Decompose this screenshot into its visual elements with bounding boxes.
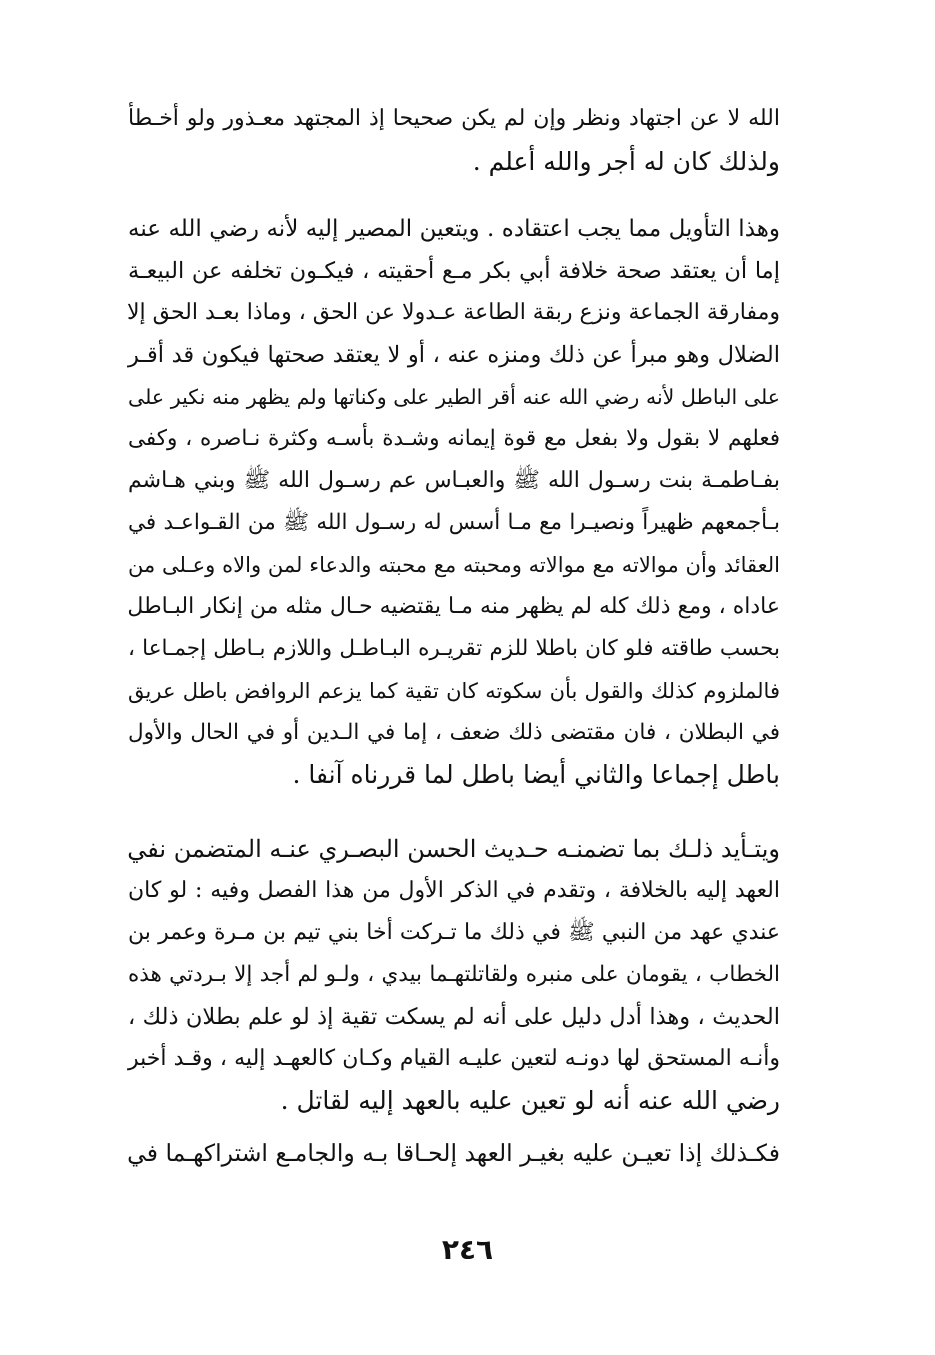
text-line: فكـذلك إذا تعيـن عليه بغيـر العهد إلحـاقا بـه والجامـع اشتراكهـما في <box>127 1139 780 1167</box>
text-line: العقائد وأن موالاته مع موالاته ومحبته مع محبته والدعاء لمن والاه وعـلى من <box>128 553 780 577</box>
text-line: بحسب طاقته فلو كان باطلا للزم تقريـره البـاطـل واللازم بـاطل إجمـاعا ، <box>128 636 780 661</box>
page-number: ٢٤٦ <box>441 1233 494 1266</box>
text-line: ويتـأيد ذلـك بما تضمنـه حـديث الحسن البصـري عنـه المتضمن نفي <box>127 835 780 863</box>
text-line: رضي الله عنه أنه لو تعين عليه بالعهد إليه لقاتل . <box>280 1086 780 1115</box>
text-line: وأنـه المستحق لها دونـه لتعين عليـه القيام وكـان كالعهـد إليه ، وقـد أخبر <box>128 1046 780 1071</box>
text-line: في البطلان ، فان مقتضى ذلك ضعف ، إما في الـدين أو في الحال والأول <box>128 720 780 745</box>
text-line: ولذلك كان له أجر والله أعلم . <box>472 147 780 176</box>
text-line: عاداه ، ومع ذلك كله لم يظهر منه مـا يقتضيه حـال مثله من إنكار البـاطل <box>127 594 780 619</box>
text-line: بـأجمعهم ظهيراً ونصيـرا مع مـا أسس له رسـول الله ﷺ من القـواعـد في <box>128 510 780 535</box>
text-line: على الباطل لأنه رضي الله عنه أقر الطير على وكناتها ولم يظهر منه نكير على <box>128 385 780 409</box>
text-line: وهذا التأويل مما يجب اعتقاده . ويتعين المصير إليه لأنه رضي الله عنه <box>128 216 780 242</box>
text-line: عندي عهد من النبي ﷺ في ذلك ما تـركت أخا بني تيم بن مـرة وعمر بن <box>128 920 780 945</box>
text-line: ومفارقة الجماعة ونزع ربقة الطاعة عـدولا عن الحق ، وماذا بعـد الحق إلا <box>126 300 780 325</box>
text-line: الله لا عن اجتهاد ونظر وإن لم يكن صحيحا إذ المجتهد معـذور ولو أخـطأ <box>128 106 780 131</box>
text-line: الخطاب ، يقومان على منبره ولقاتلتهـما بيدي ، ولـو لم أجد إلا بـردتي هذه <box>128 962 780 987</box>
text-line: الضلال وهو مبرأ عن ذلك ومنزه عنه ، أو لا يعتقد صحتها فيكون قد أقـر <box>128 342 780 368</box>
text-line: العهد إليه بالخلافة ، وتقدم في الذكر الأول من هذا الفصل وفيه : لو كان <box>128 878 780 903</box>
text-line: باطل إجماعا والثاني أيضا باطل لما قررناه آنفا . <box>292 760 780 789</box>
text-line: فالملزوم كذلك والقول بأن سكوته كان تقية كما يزعم الروافض باطل عريق <box>128 679 780 703</box>
text-line: بفـاطمـة بنت رسـول الله ﷺ والعبـاس عم رسـول الله ﷺ وبني هـاشم <box>128 468 780 493</box>
text-line: إما أن يعتقد صحة خلافة أبي بكر مـع أحقيته ، فيكـون تخلفه عن البيعـة <box>128 258 780 284</box>
text-line: فعلهم لا بقول ولا بفعل مع قوة إيمانه وشـدة بأسـه وكثرة نـاصره ، وكفى <box>128 426 780 451</box>
text-line: الحديث ، وهذا أدل دليل على أنه لم يسكت تقية إذ لو علم بطلان ذلك ، <box>128 1004 780 1030</box>
